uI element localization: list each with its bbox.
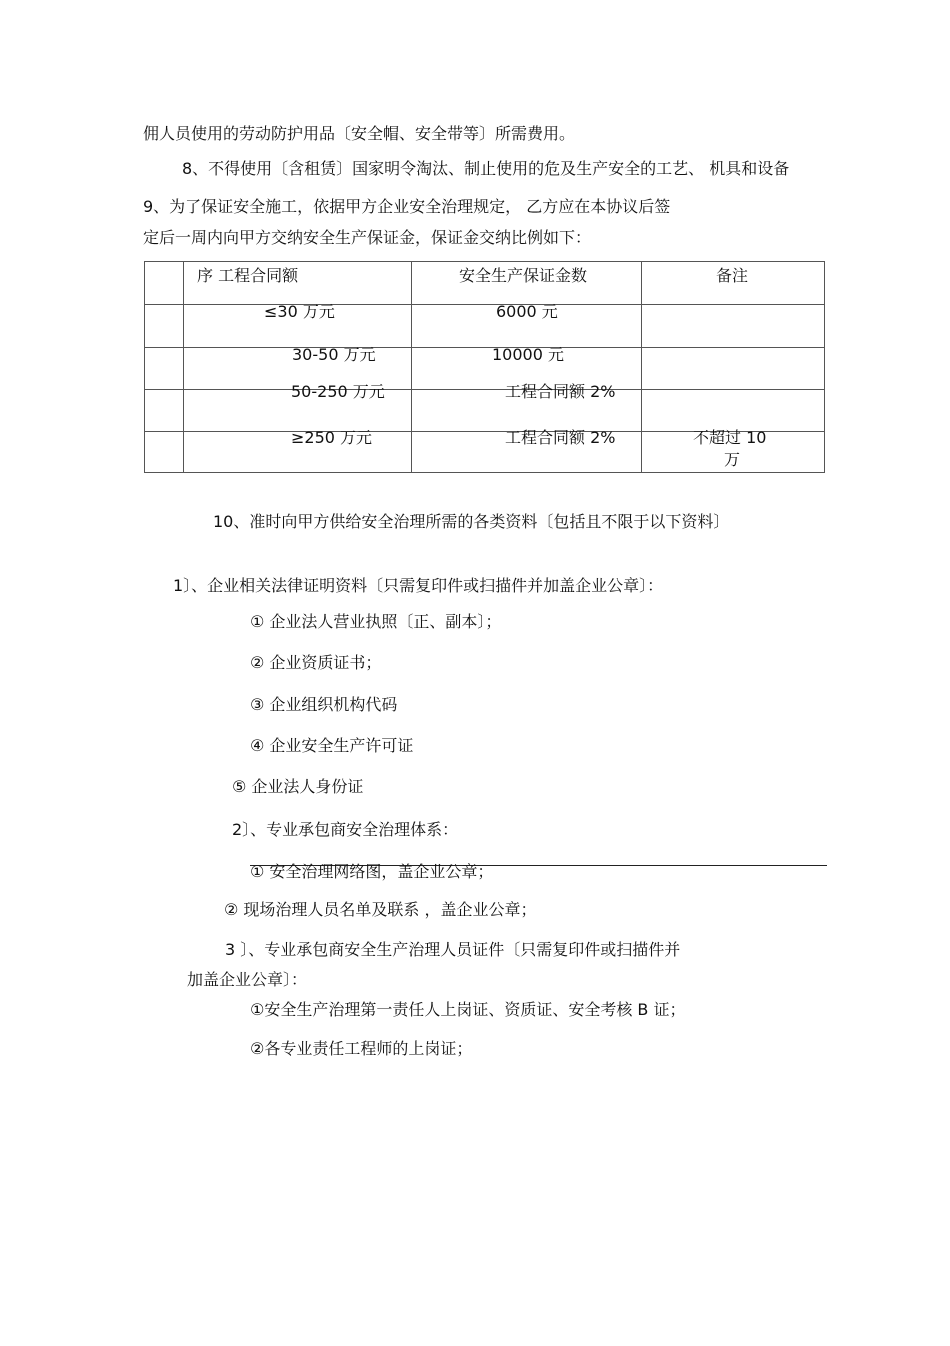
list-item: ①安全生产治理第一责任人上岗证、资质证、安全考核 B 证； — [250, 1000, 686, 1019]
table-cell-amount: 工程合同额 2% — [505, 382, 616, 401]
paragraph-item-9-line1: 9、为了保证安全施工，依据甲方企业安全治理规定， 乙方应在本协议后签 — [143, 197, 671, 216]
table-cell-range: ≥250 万元 — [291, 428, 373, 447]
subsection-2-title: 2〕、专业承包商安全治理体系： — [232, 820, 459, 839]
table-col-divider — [183, 261, 184, 473]
list-item: ④ 企业安全生产许可证 — [250, 736, 414, 755]
list-item: ⑤ 企业法人身份证 — [232, 777, 364, 796]
subsection-1-title: 1〕、企业相关法律证明资料〔只需复印件或扫描件并加盖企业公章〕： — [173, 576, 664, 595]
table-row-divider — [144, 304, 825, 305]
table-border-bottom — [144, 472, 825, 473]
table-col-divider — [411, 261, 412, 473]
table-row-divider — [144, 347, 825, 348]
table-header-deposit-amount: 安全生产保证金数 — [459, 266, 588, 285]
list-item: ② 现场治理人员名单及联系 ，盖企业公章； — [224, 900, 537, 919]
table-cell-range: 30-50 万元 — [292, 345, 376, 364]
table-cell-range: 50-250 万元 — [291, 382, 385, 401]
paragraph-item-8: 8、不得使用〔含租赁〕国家明令淘汰、制止使用的危及生产安全的工艺、 机具和设备 — [182, 159, 790, 178]
section-10-heading: 10、准时向甲方供给安全治理所需的各类资料〔包括且不限于以下资料〕 — [213, 512, 730, 531]
table-cell-amount: 6000 元 — [496, 302, 558, 321]
table-row-divider — [144, 389, 825, 390]
table-col-divider — [641, 261, 642, 473]
list-item: ① 企业法人营业执照〔正、副本〕； — [250, 612, 502, 631]
table-border-left — [144, 261, 145, 473]
subsection-3-title-line2: 加盖企业公章〕： — [187, 970, 308, 989]
paragraph-labor-protection: 佣人员使用的劳动防护用品〔安全帽、安全带等〕所需费用。 — [143, 124, 576, 143]
list-item: ③ 企业组织机构代码 — [250, 695, 398, 714]
table-border-right — [824, 261, 825, 473]
table-cell-note-wrap: 万 — [724, 450, 741, 469]
deposit-ratio-table — [144, 261, 825, 473]
list-item: ① 安全治理网络图，盖企业公章； — [250, 862, 494, 881]
table-cell-note: 不超过 10 — [693, 428, 767, 447]
table-cell-amount: 10000 元 — [492, 345, 564, 364]
table-header-contract-amount: 序 工程合同额 — [197, 266, 299, 285]
table-header-remarks: 备注 — [716, 266, 749, 285]
table-cell-amount: 工程合同额 2% — [505, 428, 616, 447]
list-item: ②各专业责任工程师的上岗证； — [250, 1039, 473, 1058]
paragraph-item-9-line2: 定后一周内向甲方交纳安全生产保证金，保证金交纳比例如下： — [143, 228, 592, 247]
table-border-top — [144, 261, 825, 262]
list-item: ② 企业资质证书； — [250, 653, 382, 672]
subsection-3-title-line1: 3 〕、专业承包商安全生产治理人员证件〔只需复印件或扫描件并 — [225, 940, 681, 959]
table-cell-range: ≤30 万元 — [264, 302, 335, 321]
